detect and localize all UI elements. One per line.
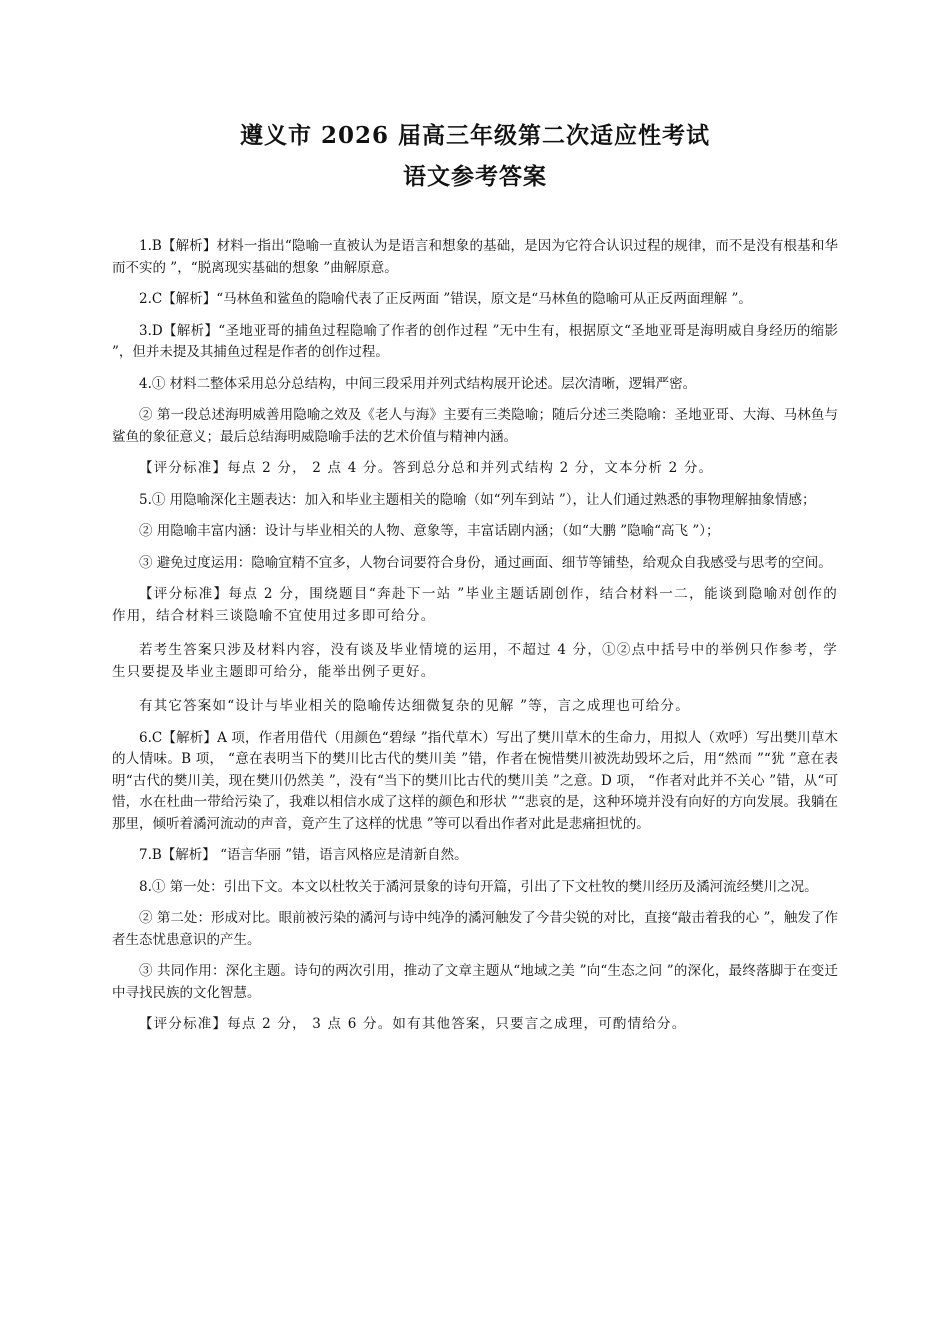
scoring-standard-q5: 【评分标准】每点 2 分，围绕题目“奔赴下一站 ”毕业主题话剧创作，结合材料一二，能谈到隐喻对创作的作用，结合材料三谈隐喻不宜使用过多即可给分。: [112, 586, 838, 624]
answer-q2: 2.C【解析】“马林鱼和鲨鱼的隐喻代表了正反两面 ”错误，原文是“马林鱼的隐喻可从正反两面理解 ”。: [139, 291, 752, 307]
answer-q8-point1: 8.① 第一处：引出下文。本文以杜牧关于潏河景象的诗句开篇，引出了下文杜牧的樊川经历及潏河流经樊川之况。: [139, 878, 818, 895]
scoring-standard-q4: 【评分标准】每点 2 分， 2 点 4 分。答到总分总和并列式结构 2 分，文本分析 2 分。: [139, 460, 714, 476]
answer-q3: 3.D【解析】“圣地亚哥的捕鱼过程隐喻了作者的创作过程 ”无中生有，根据原文“圣地亚哥是海明威自身经历的缩影 ”，但并未提及其捕鱼过程是作者的创作过程。: [112, 322, 838, 360]
answer-q8-point2: ② 第二处：形成对比。眼前被污染的潏河与诗中纯净的潏河触发了今昔尖锐的对比，直接“敲击着我的心 ”，触发了作者生态忧患意识的产生。: [112, 910, 838, 948]
answer-q5-point3: ③ 避免过度运用：隐喻宜精不宜多，人物台词要符合身份，通过画面、细节等铺垫，给观众自我感受与思考的空间。: [139, 554, 832, 571]
answer-q8-point3: ③ 共同作用：深化主题。诗句的两次引用，推动了文章主题从“地域之美 ”向“生态之问 ”的深化，最终落脚于在变迁中寻找民族的文化智慧。: [112, 963, 838, 1001]
answer-q6: 6.C【解析】A 项，作者用借代（用颜色“碧绿 ”指代草木）写出了樊川草木的生命力，用拟人（欢呼）写出樊川草木的人情味。B 项， “意在表明当下的樊川比古代的樊川美 ”错，作者在惋惜樊川被洗劫毁坏之后，用“然而 ”“犹 ”意在表明“古代的樊川美，现在樊川仍然美 ”，没有“当下的樊川比古代的樊川美 ”之意。D 项， “作者对此并不关心 ”错，从“可惜，水在杜曲一带给污染了，我难以相信水成了这样的颜色和形状 ”“悲哀的是，这种环境并没有向好的方向发展。我躺在那里，倾听着潏河流动的声音，竟产生了这样的忧患 ”等可以看出作者对此是悲痛担忧的。: [112, 729, 838, 832]
answer-q5-point2: ② 用隐喻丰富内涵：设计与毕业相关的人物、意象等，丰富话剧内涵；（如“大鹏 ”隐喻“高飞 ”）；: [139, 523, 720, 539]
answer-key-title: 语文参考答案: [403, 163, 547, 190]
answer-q7: 7.B【解析】 “语言华丽 ”错，语言风格应是清新自然。: [139, 847, 468, 863]
answer-content: [112, 236, 838, 1046]
answer-q4-point1: 4.① 材料二整体采用总分总结构，中间三段采用并列式结构展开论述。层次清晰，逻辑严密。: [139, 375, 697, 392]
answer-q5-point1: 5.① 用隐喻深化主题表达：加入和毕业主题相关的隐喻（如“列车到站 ”），让人们通过熟悉的事物理解抽象情感；: [139, 491, 816, 508]
scoring-note-q5-extra: 有其它答案如“设计与毕业相关的隐喻传达细微复杂的见解 ”等，言之成理也可给分。: [139, 698, 690, 714]
scoring-standard-q8: 【评分标准】每点 2 分， 3 点 6 分。如有其他答案，只要言之成理，可酌情给分。: [139, 1016, 687, 1032]
exam-title: 遵义市 2026 届高三年级第二次适应性考试: [239, 122, 711, 149]
answer-q4-point2: ② 第一段总述海明威善用隐喻之效及《老人与海》主要有三类隐喻；随后分述三类隐喻：圣地亚哥、大海、马林鱼与鲨鱼的象征意义；最后总结海明威隐喻手法的艺术价值与精神内涵。: [112, 407, 838, 445]
scoring-note-q5: 若考生答案只涉及材料内容，没有谈及毕业情境的运用，不超过 4 分，①②点中括号中的举例只作参考，学生只要提及毕业主题即可给分，能举出例子更好。: [112, 642, 838, 680]
answer-q1: 1.B【解析】材料一指出“隐喻一直被认为是语言和想象的基础，是因为它符合认识过程的规律，而不是没有根基和华而不实的 ”，“脱离现实基础的想象 ”曲解原意。: [112, 238, 838, 276]
